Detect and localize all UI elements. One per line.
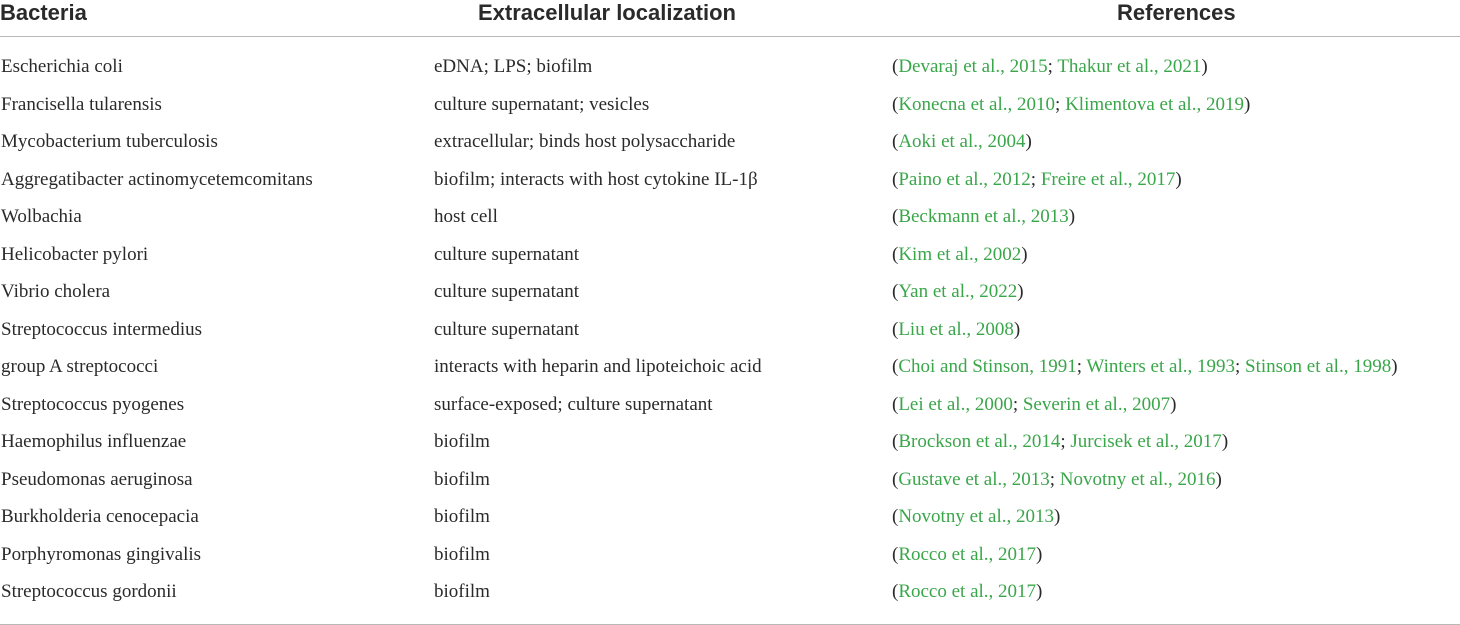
ref-separator: ; <box>1049 468 1060 490</box>
paren-close: ) <box>1036 581 1043 602</box>
reference-link[interactable]: Klimentova et al., 2019 <box>1065 93 1244 115</box>
cell-bacteria: Pseudomonas aeruginosa <box>1 468 193 490</box>
header-references: References <box>1117 0 1236 25</box>
reference-link[interactable]: Beckmann et al., 2013 <box>898 206 1069 227</box>
cell-references <box>892 90 1250 120</box>
header-localization: Extracellular localization <box>478 0 736 25</box>
cell-bacteria: Vibrio cholera <box>1 281 111 302</box>
cell-references <box>892 465 1222 495</box>
cell-localization: extracellular; binds host polysaccharide <box>434 131 736 152</box>
reference-link[interactable]: Yan et al., 2022 <box>898 281 1018 302</box>
cell-references <box>892 240 1028 270</box>
table-row <box>0 127 1460 157</box>
paren-close: ) <box>1221 431 1229 452</box>
table-row <box>0 465 1460 495</box>
paren-close: ) <box>1013 318 1021 340</box>
ref-separator: ; <box>1234 356 1246 377</box>
cell-bacteria: Helicobacter pylori <box>1 243 149 265</box>
paren-close: ) <box>1201 56 1208 77</box>
paren-open: ( <box>892 168 899 190</box>
reference-link[interactable]: Severin et al., 2007 <box>1022 393 1171 415</box>
paren-open: ( <box>892 281 899 302</box>
paren-close: ) <box>1170 393 1177 415</box>
paren-close: ) <box>1017 281 1024 302</box>
cell-references <box>892 390 1176 420</box>
paren-close: ) <box>1036 543 1043 565</box>
table-row <box>0 427 1460 457</box>
reference-link[interactable]: Rocco et al., 2017 <box>898 581 1037 602</box>
cell-localization: biofilm <box>434 431 490 452</box>
cell-references <box>892 427 1228 457</box>
cell-bacteria: Wolbachia <box>1 206 82 227</box>
ref-separator: ; <box>1030 168 1041 190</box>
cell-bacteria: Mycobacterium tuberculosis <box>1 131 218 152</box>
cell-references <box>892 52 1208 82</box>
table-row <box>0 165 1460 195</box>
reference-link[interactable]: Novotny et al., 2016 <box>1059 468 1216 490</box>
reference-link[interactable]: Freire et al., 2017 <box>1040 168 1176 190</box>
cell-references <box>892 540 1042 570</box>
cell-localization: interacts with heparin and lipoteichoic acid <box>434 356 762 377</box>
paren-open: ( <box>892 393 899 415</box>
cell-localization: biofilm <box>434 506 490 527</box>
paren-open: ( <box>892 431 899 452</box>
table-row <box>0 52 1460 82</box>
paren-close: ) <box>1391 356 1398 377</box>
header-rule <box>0 36 1460 37</box>
cell-references <box>892 165 1182 195</box>
cell-bacteria: Streptococcus pyogenes <box>1 393 185 415</box>
cell-localization: host cell <box>434 206 498 227</box>
paren-close: ) <box>1243 93 1251 115</box>
paren-close: ) <box>1054 506 1061 527</box>
paren-close: ) <box>1021 243 1028 265</box>
cell-bacteria: Streptococcus gordonii <box>1 581 177 602</box>
reference-link[interactable]: Choi and Stinson, 1991 <box>898 356 1077 377</box>
cell-references <box>892 315 1020 345</box>
reference-link[interactable]: Novotny et al., 2013 <box>898 506 1055 527</box>
cell-bacteria: Escherichia coli <box>1 56 123 77</box>
cell-localization: biofilm <box>434 581 490 602</box>
table-row <box>0 577 1460 607</box>
cell-bacteria: Francisella tularensis <box>1 93 162 115</box>
cell-localization: biofilm <box>434 468 490 490</box>
paren-open: ( <box>892 581 899 602</box>
cell-bacteria: Haemophilus influenzae <box>1 431 187 452</box>
paren-open: ( <box>892 318 899 340</box>
ref-separator: ; <box>1047 56 1058 77</box>
reference-link[interactable]: Jurcisek et al., 2017 <box>1070 431 1222 452</box>
cell-references <box>892 352 1398 382</box>
ref-separator: ; <box>1060 431 1071 452</box>
cell-localization: biofilm <box>434 543 490 565</box>
cell-localization: biofilm; interacts with host cytokine IL-1β <box>434 168 758 190</box>
table-row <box>0 315 1460 345</box>
reference-link[interactable]: Kim et al., 2002 <box>898 243 1022 265</box>
paren-open: ( <box>892 93 899 115</box>
paren-open: ( <box>892 543 899 565</box>
cell-references <box>892 502 1060 532</box>
reference-link[interactable]: Aoki et al., 2004 <box>898 131 1026 152</box>
cell-bacteria: Aggregatibacter actinomycetemcomitans <box>1 168 313 190</box>
cell-bacteria: Porphyromonas gingivalis <box>1 543 202 565</box>
cell-localization: culture supernatant <box>434 281 580 302</box>
header-bacteria: Bacteria <box>0 0 87 25</box>
paren-close: ) <box>1025 131 1032 152</box>
paren-open: ( <box>892 506 899 527</box>
table-row <box>0 390 1460 420</box>
ref-separator: ; <box>1012 393 1023 415</box>
cell-bacteria: Streptococcus intermedius <box>1 318 203 340</box>
cell-localization: culture supernatant <box>434 243 580 265</box>
reference-link[interactable]: Devaraj et al., 2015 <box>898 56 1048 77</box>
cell-bacteria: Burkholderia cenocepacia <box>1 506 199 527</box>
reference-link[interactable]: Brockson et al., 2014 <box>898 431 1061 452</box>
cell-localization: surface-exposed; culture supernatant <box>434 393 713 415</box>
ref-separator: ; <box>1055 93 1066 115</box>
reference-link[interactable]: Konecna et al., 2010 <box>898 93 1056 115</box>
reference-link[interactable]: Stinson et al., 1998 <box>1245 356 1392 377</box>
cell-references <box>892 127 1032 157</box>
reference-link[interactable]: Lei et al., 2000 <box>898 393 1013 415</box>
paren-open: ( <box>892 131 899 152</box>
table-row <box>0 352 1460 382</box>
paren-open: ( <box>892 56 899 77</box>
table-row <box>0 90 1460 120</box>
cell-localization: culture supernatant; vesicles <box>434 93 650 115</box>
reference-link[interactable]: Liu et al., 2008 <box>898 318 1014 340</box>
cell-localization: eDNA; LPS; biofilm <box>434 56 593 77</box>
paren-open: ( <box>892 206 899 227</box>
table-row <box>0 240 1460 270</box>
table-row <box>0 502 1460 532</box>
cell-bacteria: group A streptococci <box>1 356 159 377</box>
table-row <box>0 277 1460 307</box>
paren-open: ( <box>892 468 899 490</box>
reference-link[interactable]: Paino et al., 2012 <box>898 168 1031 190</box>
paren-close: ) <box>1175 168 1182 190</box>
cell-references <box>892 277 1024 307</box>
reference-link[interactable]: Gustave et al., 2013 <box>898 468 1050 490</box>
paren-close: ) <box>1068 206 1076 227</box>
table-row <box>0 540 1460 570</box>
reference-link[interactable]: Rocco et al., 2017 <box>898 543 1037 565</box>
reference-link[interactable]: Winters et al., 1993 <box>1086 356 1235 377</box>
table-row <box>0 202 1460 232</box>
cell-references <box>892 577 1042 607</box>
paren-close: ) <box>1215 468 1222 490</box>
paren-open: ( <box>892 243 899 265</box>
paren-open: ( <box>892 356 899 377</box>
cell-localization: culture supernatant <box>434 318 580 340</box>
cell-references <box>892 202 1075 232</box>
ref-separator: ; <box>1076 356 1087 377</box>
reference-link[interactable]: Thakur et al., 2021 <box>1057 56 1202 77</box>
